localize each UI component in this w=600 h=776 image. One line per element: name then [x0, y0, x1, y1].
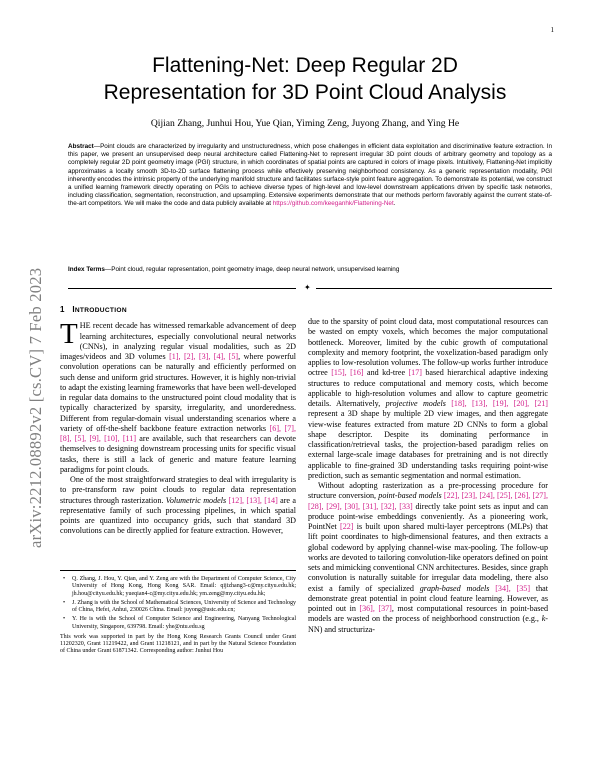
code-link[interactable]: https://github.com/keeganhk/Flattening-Net	[272, 200, 394, 208]
section-number: 1	[60, 305, 65, 314]
projective-models-term: projective models	[385, 399, 446, 408]
drop-cap: T	[60, 318, 78, 351]
intro-p3-text-b: and kd-tree	[363, 368, 409, 378]
index-terms	[68, 266, 552, 273]
left-column	[60, 305, 296, 537]
index-terms-text: —Point cloud, regular representation, point geometry image, deep neural network, unsupervised learning	[104, 266, 400, 273]
intro-p1-text-c: are available, such that researchers can devote themselves to designing downstream processing units for specific visual tasks, there is still a lack of generic and mature feature learning paradigms for point clouds.	[60, 434, 297, 474]
abstract-end: .	[393, 200, 396, 208]
abstract	[68, 143, 552, 209]
section-title-rest: NTRODUCTION	[74, 307, 127, 314]
citation-link[interactable]: [12], [13], [14]	[226, 495, 278, 505]
footnote-affiliation-3: • Y. He is with the School of Computer Science and Engineering, Nanyang Technological University, Singapore, 639798. Email: yhe@ntu.edu.sg	[60, 616, 296, 631]
intro-p3-text-c: based hierarchical adaptive indexing structures to reduce computational and memory costs, which become applicable to high-resolution volumes and allow to capture geometric details. Alternatively,	[308, 368, 548, 408]
citation-link[interactable]: [17]	[408, 368, 422, 378]
intro-p4-text-c: is built upon shared multi-layer perceptrons (MLPs) that lift point coordinates to high-dimensional features, and then extracts a global codeword by applying channel-wise max-pooling. The follow-up works are devoted to tailoring convolution-like operators defined on point sets and mimicking conventional CNN architectures. Besides, since graph convolution is naturally suitable for irregular data modeling, there also exist a family of specialized	[308, 522, 548, 593]
citation-link[interactable]: [1], [2], [3], [4], [5]	[169, 352, 239, 361]
footnote-affiliation-1: • Q. Zhang, J. Hou, Y. Qian, and Y. Zeng are with the Department of Computer Science, City University of Hong Kong, Hong Kong SAR. Email: qijizhang3-c@my.cityu.edu.hk; jh.hou@cityu.edu.hk; yueqian4-c@my.cityu.edu.hk; ym.zeng@my.cityu.edu.hk;	[60, 576, 296, 598]
intro-p1-text-b: , where powerful convolution operations can be naturally and efficiently performed on such dense and uniform grid structures. However, it is highly non-trivial to adapt the existing learning frameworks that have been well-developed in regular data domains to the unstructured point cloud modality that is typically characterized by sparsity, irregularity, and unorderedness. Different from regular-domain visual understanding scenarios where a variety of off-the-shelf backbone feature extraction networks	[60, 352, 297, 433]
title-line-1: Flattening-Net: Deep Regular 2D	[152, 54, 458, 77]
title-line-2: Representation for 3D Point Cloud Analysis	[103, 81, 507, 104]
section-divider	[68, 284, 552, 294]
citation-link[interactable]: [18], [13], [19], [20], [21]	[445, 399, 549, 408]
arxiv-stamp[interactable]	[14, 208, 45, 548]
citation-link[interactable]: [15], [16]	[331, 368, 364, 378]
section-heading	[60, 305, 296, 316]
page-number: 1	[550, 26, 554, 34]
intro-paragraph-1	[60, 318, 297, 475]
paper-title	[60, 52, 550, 106]
graph-based-models-term: graph-based models	[419, 583, 490, 593]
right-column	[308, 317, 548, 635]
index-terms-label: Index Terms	[68, 266, 105, 273]
intro-p3-text-d: represent a 3D shape by multiple 2D view images, and then aggregate view-wise features extracted from mature 2D CNNs to form a global shape descriptor. Despite its dominating performance in classification/retrieval tasks, the projection-based paradigm relies on external large-scale image databases for pretraining and is not directly applicable to fine-grained 3D understanding tasks requiring point-wise prediction, such as semantic segmentation and normal estimation.	[308, 409, 548, 480]
funding-note: This work was supported in part by the Hong Kong Research Grants Council under Grant 11202320, Grant 11219422, and Grant 11218121, and in part by the Natural Science Foundation of China under Grant 61871342. Corresponding author: Junhui Hou	[60, 633, 296, 655]
abstract-text: —Point clouds are characterized by irregularity and unstructuredness, which pose challenges in efficient data exploitation and discriminative feature extraction. In this paper, we present an unsupervised deep neural architecture called Flattening-Net to represent irregular 3D point clouds of arbitrary geometry and topology as a completely regular 2D point geometry image (PGI) structure, in which coordinates of spatial points are captured in colors of image pixels. Intuitively, Flattening-Net implicitly approximates a locally smooth 3D-to-2D surface flattening process while effectively preserving neighborhood consistency. As a generic representation modality, PGI inherently encodes the intrinsic property of the underlying manifold structure and facilitates surface-style point feature aggregation. To demonstrate its potential, we construct a unified learning framework directly operating on PGIs to achieve diverse types of high-level and low-level downstream applications driven by specific task networks, including classification, segmentation, reconstruction, and upsampling. Extensive experiments demonstrate that our methods perform favorably against the current state-of-the-art competitors. We will make the code and data publicly available at	[68, 143, 552, 208]
section-title-first: I	[72, 305, 75, 314]
volumetric-models-term: Volumetric models	[165, 495, 227, 505]
footnotes	[60, 576, 296, 658]
arxiv-stamp-text: arXiv:2212.08892v2 [cs.CV] 7 Feb 2023	[26, 267, 45, 548]
footnote-affiliation-2: • J. Zhang is with the School of Mathematical Sciences, University of Science and Technology of China, Hefei, Anhui, 230026 China. Email: juyong@ustc.edu.cn;	[60, 600, 296, 615]
citation-link[interactable]: [36], [37]	[359, 604, 392, 613]
knn-k-term: k	[541, 614, 546, 624]
intro-p3-text-a: due to the sparsity of point cloud data, most computational resources can be wasted on empty voxels, which becomes the major computational bottleneck. Moreover, limited by the cubic growth of computational complexity and memory footprint, the voxelization-based paradigm only applies to low-resolution volumes. The follow-up works further introduce octree	[308, 317, 548, 378]
point-based-models-term: point-based models	[378, 491, 442, 501]
citation-link[interactable]: [22]	[340, 522, 354, 531]
citation-link[interactable]: [22], [23], [24], [25], [26], [27], [28], [29], [30], [31], [32], [33]	[308, 491, 549, 511]
intro-p2-text-b: are a representative family of such processing pipelines, in which spatial points are quantized into occupancy grids, such that standard 3D convolutions can be directly applied for feature extraction. However,	[60, 495, 296, 536]
author-list: Qijian Zhang, Junhui Hou, Yue Qian, Yiming Zeng, Juyong Zhang, and Ying He	[150, 118, 460, 129]
intro-p4-text-b: directly take point sets as input and can produce point-wise embeddings conveniently. As a pioneering work, PointNet	[308, 501, 549, 531]
divider-line-right	[316, 288, 552, 289]
intro-paragraph-4	[308, 481, 548, 635]
intro-p4-text-d: that demonstrate great potential in point cloud feature learning. However, as pointed out in	[308, 583, 548, 613]
footnote-rule	[60, 570, 296, 571]
intro-p4-text-f: -NN) and structuriza-	[308, 614, 548, 634]
intro-p4-text-e: , most computational resources in point-based models are wasted on the process of neighborhood construction (e.g.,	[308, 604, 548, 624]
divider-diamond-icon: ✦	[304, 283, 311, 292]
intro-p1-text-a: HE recent decade has witnessed remarkable advancement of deep learning architectures, especially convolutional neural networks (CNNs), in analyzing regular visual modalities, such as 2D images/videos and 3D volumes	[60, 321, 296, 361]
citation-link[interactable]: [34], [35]	[489, 583, 531, 593]
citation-link[interactable]: [6], [7], [8], [5], [9], [10], [11]	[60, 423, 297, 443]
intro-paragraph-3	[308, 317, 548, 481]
intro-p2-text-a: One of the most straightforward strategies to deal with irregularity is to pre-transform raw point clouds to regular data representation structures through rasterization.	[60, 475, 296, 505]
intro-p4-text-a: Without adopting rasterization as a pre-processing procedure for structure conversion,	[308, 481, 548, 501]
abstract-label: Abstract	[68, 143, 94, 150]
divider-line-left	[68, 288, 296, 289]
intro-paragraph-2	[60, 475, 296, 537]
